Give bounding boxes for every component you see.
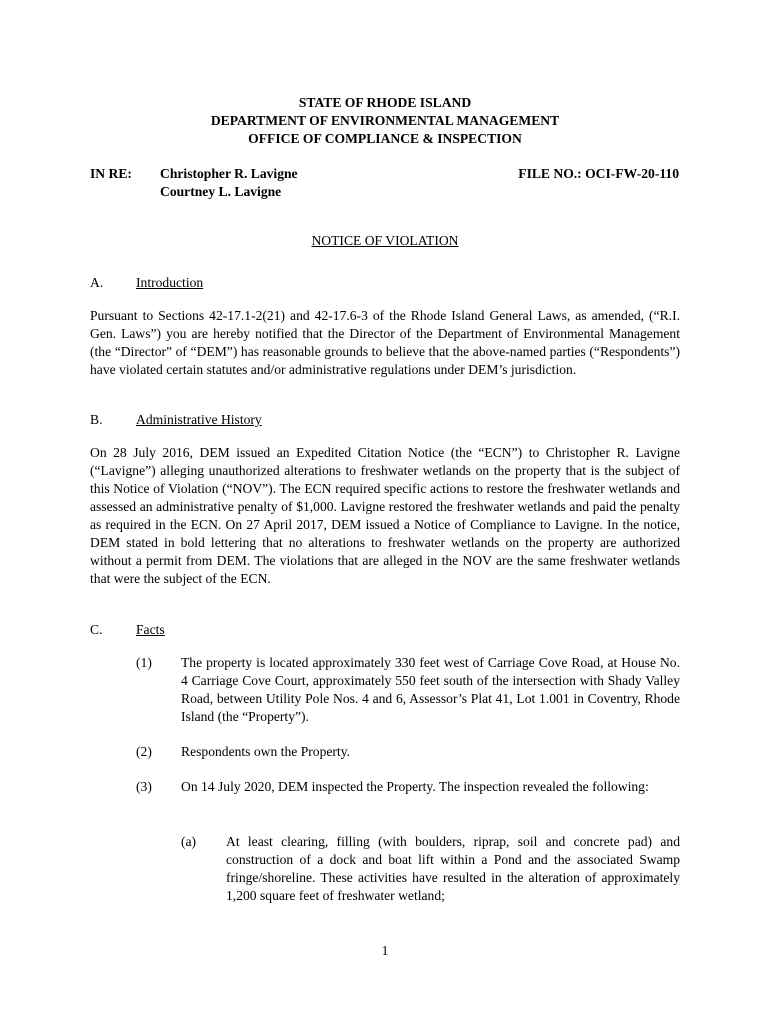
file-number: FILE NO.: OCI-FW-20-110: [518, 166, 679, 181]
respondent-name-1: Christopher R. Lavigne: [160, 166, 298, 181]
fact-number: (3): [136, 779, 152, 794]
subfact-letter: (a): [181, 834, 197, 849]
header-state: STATE OF RHODE ISLAND: [298, 95, 472, 110]
section-a-letter: A.: [90, 275, 104, 290]
section-a-paragraph: Pursuant to Sections 42-17.1-2(21) and 42-17.6-3 of the Rhode Island General Laws, as amended, (“R.I. Gen. Laws”) you are hereby notified that the Director of the Department of Environmental Management (the “Director” of “DEM”) has reasonable grounds to believe that the above-named parties (“Respondents”) have violated certain statutes and/or administrative regulations under DEM’s jurisdiction.: [90, 308, 680, 377]
document-title: NOTICE OF VIOLATION: [311, 233, 459, 248]
fact-number: (1): [136, 655, 152, 670]
fact-text: The property is located approximately 330 feet west of Carriage Cove Road, at House No. 4 Carriage Cove Court, approximately 550 feet south of the intersection with Shady Valley Road, between Utility Pole Nos. 4 and 6, Assessor’s Plat 41, Lot 1.001 in Coventry, Rhode Island (the “Property”).: [181, 655, 680, 724]
fact-number: (2): [136, 744, 152, 759]
page-number: 1: [381, 943, 389, 958]
header-office: OFFICE OF COMPLIANCE & INSPECTION: [248, 131, 522, 146]
section-b-letter: B.: [90, 412, 103, 427]
section-b-paragraph: On 28 July 2016, DEM issued an Expedited Citation Notice (the “ECN”) to Christopher R. Lavigne (“Lavigne”) alleging unauthorized alterations to freshwater wetlands on the property that is the subject of this Notice of Violation (“NOV”). The ECN required specific actions to restore the freshwater wetlands and assessed an administrative penalty of $1,000. Lavigne restored the freshwater wetlands and paid the penalty as required in the ECN. On 27 April 2017, DEM issued a Notice of Compliance to Lavigne. In the notice, DEM stated in bold lettering that no alterations to freshwater wetlands on the property are authorized without a permit from DEM. The violations that are alleged in the NOV are the same freshwater wetlands that were the subject of the ECN.: [90, 445, 680, 586]
section-b-heading: Administrative History: [136, 412, 262, 427]
section-c-letter: C.: [90, 622, 103, 637]
fact-text: Respondents own the Property.: [181, 744, 351, 759]
in-re-label: IN RE:: [90, 166, 132, 181]
respondent-name-2: Courtney L. Lavigne: [160, 184, 282, 199]
section-c-heading: Facts: [136, 622, 165, 637]
section-a-heading: Introduction: [136, 275, 204, 290]
header-department: DEPARTMENT OF ENVIRONMENTAL MANAGEMENT: [210, 113, 560, 128]
fact-text: On 14 July 2020, DEM inspected the Property. The inspection revealed the following:: [181, 779, 649, 794]
subfact-text: At least clearing, filling (with boulders, riprap, soil and concrete pad) and construction of a dock and boat lift within a Pond and the associated Swamp fringe/shoreline. These activities have resulted in the alteration of approximately 1,200 square feet of freshwater wetland;: [226, 834, 680, 903]
